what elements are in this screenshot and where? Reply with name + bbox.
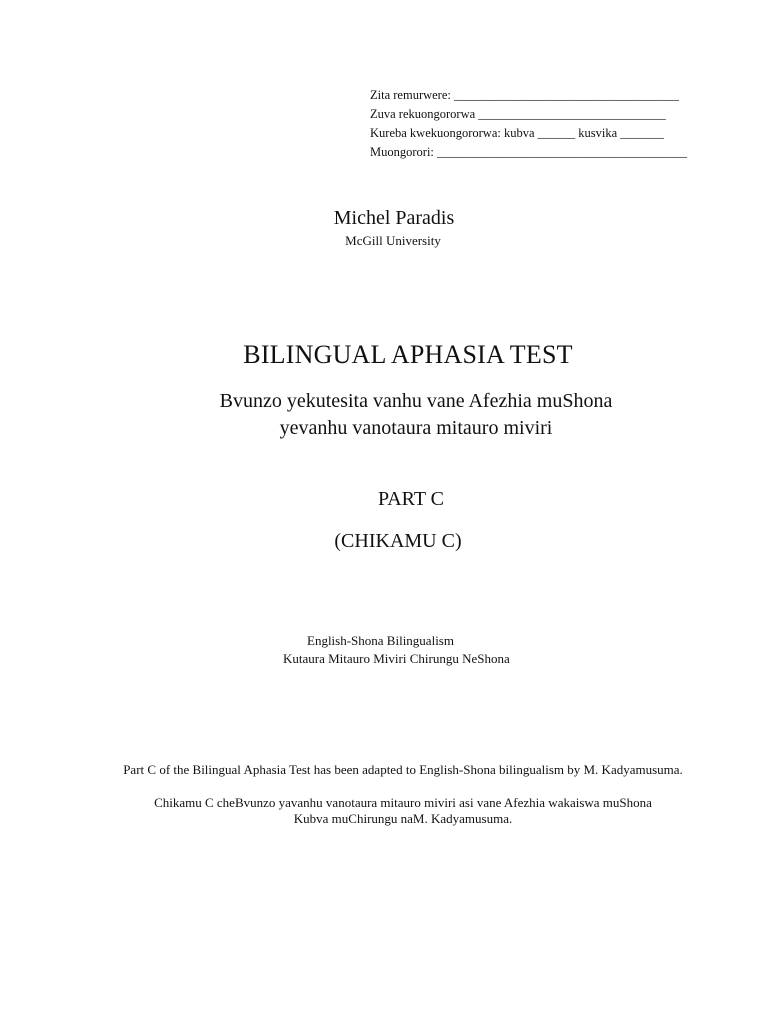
part-label: PART C (377, 488, 445, 510)
language-pair-english: English-Shona Bilingualism (307, 633, 454, 648)
document-title: BILINGUAL APHASIA TEST (243, 340, 573, 369)
exam-date-line: Zuva rekuongororwa ______________________________ (370, 107, 666, 121)
patient-name-line: Zita remurwere: ____________________________________ (370, 88, 679, 102)
adaptation-credit-english: Part C of the Bilingual Aphasia Test has been adapted to English-Shona bilingualism by M. Kadyamusuma. (123, 762, 683, 777)
patient-form-block (370, 86, 687, 162)
author-affiliation: McGill University (345, 233, 441, 248)
part-label-shona: (CHIKAMU C) (334, 530, 462, 552)
exam-duration-line: Kureba kwekuongororwa: kubva ______ kusvika _______ (370, 126, 665, 140)
adaptation-credit-shona-line2: Kubva muChirungu naM. Kadyamusuma. (293, 811, 513, 826)
examiner-line: Muongorori: ________________________________________ (370, 145, 688, 159)
language-pair-shona: Kutaura Mitauro Miviri Chirungu NeShona (283, 651, 510, 666)
document-subtitle-line2: yevanhu vanotaura mitauro miviri (279, 417, 553, 439)
document-subtitle-line1: Bvunzo yekutesita vanhu vane Afezhia muShona (219, 390, 613, 412)
author-name: Michel Paradis (333, 207, 455, 229)
adaptation-credit-shona-line1: Chikamu C cheBvunzo yavanhu vanotaura mitauro miviri asi vane Afezhia wakaiswa muShona (154, 795, 652, 810)
